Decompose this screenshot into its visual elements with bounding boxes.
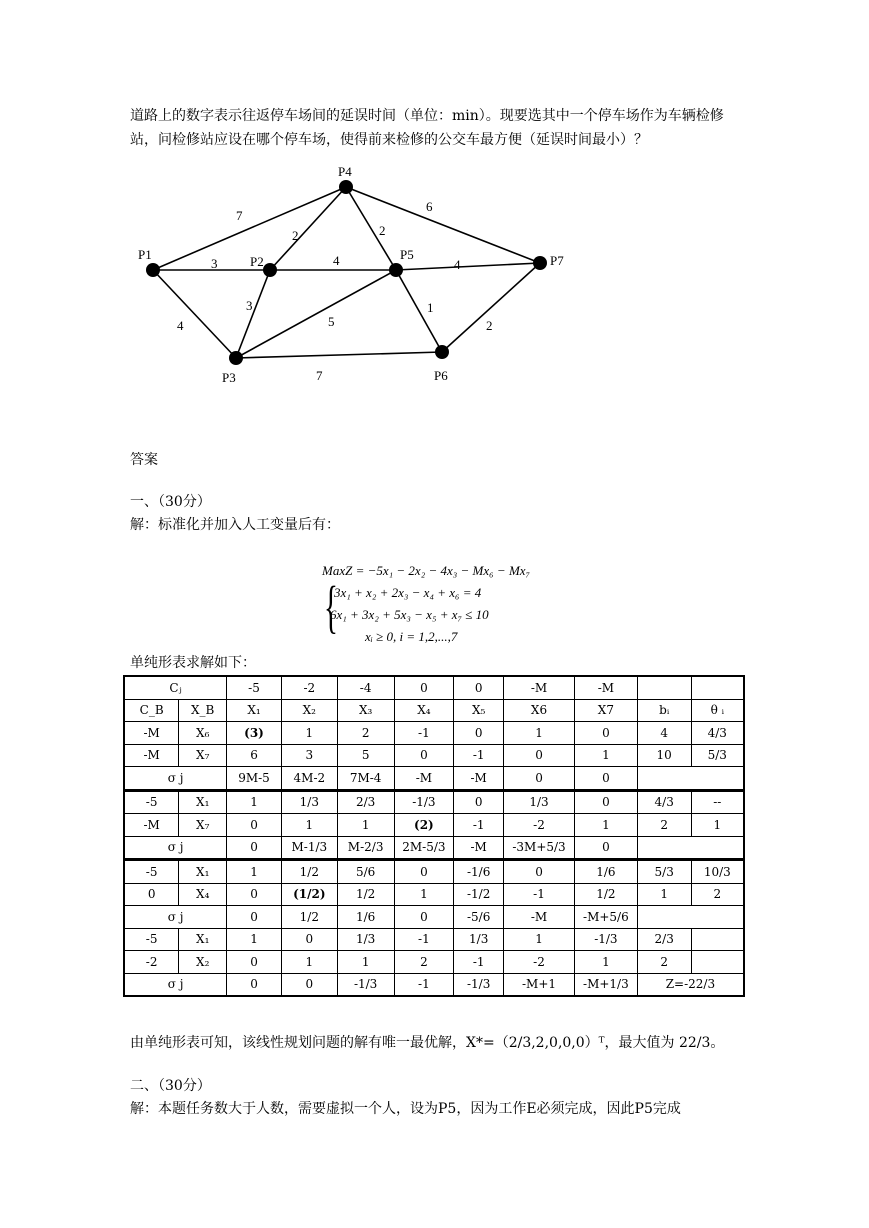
table-row xyxy=(124,928,744,951)
cj-cell: -M xyxy=(574,676,637,699)
pivot-cell: (3) xyxy=(227,722,282,745)
edge-weight-p5-p7: 4 xyxy=(454,257,461,272)
edge-p4-p7 xyxy=(346,187,540,263)
table-cell: 0 xyxy=(504,744,575,767)
node-label-p1: P1 xyxy=(138,247,152,262)
cj-cell: -M xyxy=(504,676,575,699)
sigma-cell: 7M-4 xyxy=(337,767,394,791)
table-cell: -2 xyxy=(504,814,575,837)
header-cell: X₅ xyxy=(454,699,504,722)
table-cell: 0 xyxy=(227,951,282,974)
simplex-table xyxy=(123,675,745,997)
table-cell: 6 xyxy=(227,744,282,767)
table-cell: 1 xyxy=(281,951,337,974)
table-cell: 2 xyxy=(394,951,454,974)
table-cell: -1 xyxy=(394,722,454,745)
sigma-cell: -M xyxy=(504,906,575,929)
cj-cell: -2 xyxy=(281,676,337,699)
network-graph xyxy=(120,158,580,398)
table-cell: 0 xyxy=(574,790,637,814)
cj-cell: 0 xyxy=(394,676,454,699)
table-cell: -1 xyxy=(454,744,504,767)
edge-weight-p1-p4: 7 xyxy=(236,208,243,223)
node-p4 xyxy=(339,180,353,194)
empty-cell xyxy=(637,767,744,791)
table-cell: 5 xyxy=(337,744,394,767)
table-cell: 1/6 xyxy=(574,860,637,884)
edge-weight-p1-p3: 4 xyxy=(177,318,184,333)
table-cell: 10/3 xyxy=(691,860,744,884)
node-p1 xyxy=(146,263,160,277)
table-cell: X₇ xyxy=(179,814,227,837)
node-p2 xyxy=(263,263,277,277)
table-cell: 5/3 xyxy=(637,860,691,884)
sigma-cell: -1/3 xyxy=(337,973,394,996)
sigma-cell: -1 xyxy=(394,973,454,996)
header-cell: X₃ xyxy=(337,699,394,722)
node-p5 xyxy=(389,263,403,277)
section-1-intro: 解：标准化并加入人工变量后有： xyxy=(130,517,340,533)
table-header-row xyxy=(124,699,744,722)
cj-cell: -4 xyxy=(337,676,394,699)
header-cell: C_B xyxy=(124,699,179,722)
sigma-cell: -5/6 xyxy=(454,906,504,929)
edge-weight-p6-p7: 2 xyxy=(486,318,493,333)
section-2-heading: 二、（30分） xyxy=(130,1078,211,1094)
node-label-p3: P3 xyxy=(222,370,236,385)
table-cell: -1/6 xyxy=(454,860,504,884)
table-cell: -2 xyxy=(124,951,179,974)
table-row xyxy=(124,883,744,906)
sigma-label-cell: σ j xyxy=(124,767,227,791)
edge-weight-p5-p3: 5 xyxy=(328,314,335,329)
edge-weight-p4-p5: 2 xyxy=(379,223,386,238)
table-row xyxy=(124,744,744,767)
table-row xyxy=(124,790,744,814)
sigma-row xyxy=(124,906,744,929)
table-cell: 1/3 xyxy=(504,790,575,814)
constraint-3: xᵢ ≥ 0, i = 1,2,...,7 xyxy=(365,629,458,644)
table-cell: -1 xyxy=(394,928,454,951)
table-cell: 1 xyxy=(504,722,575,745)
sigma-cell: 1/6 xyxy=(337,906,394,929)
cj-cell: 0 xyxy=(454,676,504,699)
table-cell: -5 xyxy=(124,860,179,884)
sigma-cell: -M+1 xyxy=(504,973,575,996)
objective-function: MaxZ = −5x₁ − 2x₂ − 4x₃ − Mx₆ − Mx₇ xyxy=(322,563,531,578)
table-cell: 4 xyxy=(637,722,691,745)
objective-value-cell: Z=-22/3 xyxy=(637,973,744,996)
sigma-cell: 0 xyxy=(227,836,282,860)
table-cell: -2 xyxy=(504,951,575,974)
table-cell: -5 xyxy=(124,928,179,951)
cj-cell xyxy=(637,676,691,699)
table-cell: -1/3 xyxy=(574,928,637,951)
table-cell: 0 xyxy=(394,860,454,884)
table-cell: X₄ xyxy=(179,883,227,906)
edge-p4-p5 xyxy=(346,187,396,270)
empty-cell xyxy=(637,836,744,860)
table-cell: 4/3 xyxy=(637,790,691,814)
edge-weight-p3-p6: 7 xyxy=(316,368,323,383)
table-cell: 1 xyxy=(227,928,282,951)
table-cell: X₁ xyxy=(179,790,227,814)
header-cell: X₄ xyxy=(394,699,454,722)
table-cell: 0 xyxy=(504,860,575,884)
sigma-cell: 0 xyxy=(227,906,282,929)
cj-cell xyxy=(691,676,744,699)
table-cell: 3 xyxy=(281,744,337,767)
sigma-cell: -M xyxy=(394,767,454,791)
table-cell: 5/3 xyxy=(691,744,744,767)
node-p7 xyxy=(533,256,547,270)
table-cell: 1 xyxy=(281,814,337,837)
table-cell: -5 xyxy=(124,790,179,814)
sigma-cell: -3M+5/3 xyxy=(504,836,575,860)
edge-p5-p7 xyxy=(396,263,540,270)
edge-p5-p3 xyxy=(236,270,396,358)
table-cell: -1/3 xyxy=(394,790,454,814)
table-cell: X₁ xyxy=(179,928,227,951)
table-cell: X₇ xyxy=(179,744,227,767)
table-cell: 1 xyxy=(574,951,637,974)
table-cell: -M xyxy=(124,722,179,745)
cj-cell: -5 xyxy=(227,676,282,699)
sigma-cell: 0 xyxy=(281,973,337,996)
table-cell: 2 xyxy=(637,814,691,837)
table-cell: -1 xyxy=(454,951,504,974)
constraint-brace: { xyxy=(324,574,338,639)
sigma-label-cell: σ j xyxy=(124,906,227,929)
edge-p1-p3 xyxy=(153,270,236,358)
table-cell: 0 xyxy=(454,790,504,814)
table-cell: 0 xyxy=(227,814,282,837)
table-cell: 2 xyxy=(637,951,691,974)
table-cell: 1/3 xyxy=(454,928,504,951)
table-cell: 1 xyxy=(574,744,637,767)
node-p6 xyxy=(435,345,449,359)
sigma-label-cell: σ j xyxy=(124,836,227,860)
table-cell: 0 xyxy=(394,744,454,767)
header-cell: θ ᵢ xyxy=(691,699,744,722)
table-cell: 1/2 xyxy=(337,883,394,906)
table-cell: 1 xyxy=(691,814,744,837)
section-2-text: 解：本题任务数大于人数，需要虚拟一个人，设为P5，因为工作E必须完成，因此P5完成 xyxy=(130,1101,681,1117)
table-cell: 1 xyxy=(637,883,691,906)
table-cell: 1 xyxy=(227,790,282,814)
table-cell: 1 xyxy=(394,883,454,906)
table-cell: X₁ xyxy=(179,860,227,884)
table-cell: -1 xyxy=(454,814,504,837)
table-cell: -1/2 xyxy=(454,883,504,906)
table-cell: 5/6 xyxy=(337,860,394,884)
table-cell: 0 xyxy=(124,883,179,906)
table-cell: -- xyxy=(691,790,744,814)
table-cell: 2 xyxy=(691,883,744,906)
edge-p6-p7 xyxy=(442,263,540,352)
sigma-cell: 4M-2 xyxy=(281,767,337,791)
table-row xyxy=(124,860,744,884)
header-cell: X₁ xyxy=(227,699,282,722)
edge-weight-p2-p3: 3 xyxy=(246,298,253,313)
pivot-cell: (1/2) xyxy=(281,883,337,906)
sigma-cell: -1/3 xyxy=(454,973,504,996)
table-row xyxy=(124,951,744,974)
table-cell: -M xyxy=(124,744,179,767)
table-cell: 0 xyxy=(454,722,504,745)
edge-weight-p2-p4: 2 xyxy=(292,228,299,243)
table-cell: 1 xyxy=(574,814,637,837)
table-cell: 2/3 xyxy=(637,928,691,951)
table-cell: X₂ xyxy=(179,951,227,974)
edge-weight-p1-p2: 3 xyxy=(211,256,218,271)
edge-weight-p5-p6: 1 xyxy=(427,300,434,315)
answer-heading: 答案 xyxy=(130,452,158,468)
header-cell: bᵢ xyxy=(637,699,691,722)
section-1-heading: 一、（30分） xyxy=(130,494,211,510)
sigma-cell: 2M-5/3 xyxy=(394,836,454,860)
sigma-label-cell: σ j xyxy=(124,973,227,996)
node-label-p4: P4 xyxy=(338,164,352,179)
sigma-cell: 1/2 xyxy=(281,906,337,929)
sigma-cell: M-1/3 xyxy=(281,836,337,860)
empty-cell xyxy=(637,906,744,929)
table-cell: 1/3 xyxy=(337,928,394,951)
table-cell: 0 xyxy=(281,928,337,951)
table-cell xyxy=(691,951,744,974)
header-cell: X_B xyxy=(179,699,227,722)
sigma-cell: 0 xyxy=(394,906,454,929)
conclusion: 由单纯形表可知，该线性规划问题的解有唯一最优解，X*=（2/3,2,0,0,0）ᵀ，最大值为 22/3。 xyxy=(130,1035,725,1051)
sigma-cell: -M+1/3 xyxy=(574,973,637,996)
edge-p5-p6 xyxy=(396,270,442,352)
constraint-2: 6x₁ + 3x₂ + 5x₃ − x₅ + x₇ ≤ 10 xyxy=(330,607,489,622)
table-cell: -M xyxy=(124,814,179,837)
edge-weight-p2-p5: 4 xyxy=(333,253,340,268)
sigma-cell: 9M-5 xyxy=(227,767,282,791)
table-cell: 0 xyxy=(574,722,637,745)
table-row xyxy=(124,722,744,745)
table-cell: 1 xyxy=(337,951,394,974)
node-label-p6: P6 xyxy=(434,368,448,383)
edge-p3-p6 xyxy=(236,352,442,358)
pivot-cell: (2) xyxy=(394,814,454,837)
sigma-cell: -M+5/6 xyxy=(574,906,637,929)
table-row xyxy=(124,814,744,837)
sigma-cell: 0 xyxy=(227,973,282,996)
sigma-row xyxy=(124,973,744,996)
sigma-cell: M-2/3 xyxy=(337,836,394,860)
table-cell: 0 xyxy=(227,883,282,906)
node-label-p7: P7 xyxy=(550,253,564,268)
node-p3 xyxy=(229,351,243,365)
node-label-p5: P5 xyxy=(400,247,414,262)
table-row-cj xyxy=(124,676,744,699)
table-cell: 1/3 xyxy=(281,790,337,814)
header-cell: X6 xyxy=(504,699,575,722)
table-cell: 4/3 xyxy=(691,722,744,745)
table-cell: 2 xyxy=(337,722,394,745)
table-cell: 1 xyxy=(337,814,394,837)
node-label-p2: P2 xyxy=(250,254,264,269)
table-cell: 1/2 xyxy=(281,860,337,884)
table-cell: 10 xyxy=(637,744,691,767)
edge-weight-p4-p7: 6 xyxy=(426,199,433,214)
edge-p2-p3 xyxy=(236,270,270,358)
table-cell: -1 xyxy=(504,883,575,906)
sigma-cell: 0 xyxy=(574,836,637,860)
constraint-1: 3x₁ + x₂ + 2x₃ − x₄ + x₆ = 4 xyxy=(334,585,482,600)
problem-text: 道路上的数字表示往返停车场间的延误时间（单位：min）。现要选其中一个停车场作为车辆检修站，问检修站应设在哪个停车场，使得前来检修的公交车最方便（延误时间最小）？ xyxy=(130,108,724,148)
table-cell: 1 xyxy=(281,722,337,745)
sigma-cell: -M xyxy=(454,836,504,860)
sigma-row xyxy=(124,836,744,860)
sigma-row xyxy=(124,767,744,791)
table-cell: 2/3 xyxy=(337,790,394,814)
simplex-intro: 单纯形表求解如下： xyxy=(130,655,256,671)
sigma-cell: 0 xyxy=(504,767,575,791)
cj-label-cell: Cⱼ xyxy=(124,676,227,699)
table-cell: 1/2 xyxy=(574,883,637,906)
table-cell: 1 xyxy=(227,860,282,884)
header-cell: X₂ xyxy=(281,699,337,722)
table-cell: X₆ xyxy=(179,722,227,745)
table-cell: 1 xyxy=(504,928,575,951)
header-cell: X7 xyxy=(574,699,637,722)
sigma-cell: 0 xyxy=(574,767,637,791)
sigma-cell: -M xyxy=(454,767,504,791)
table-cell xyxy=(691,928,744,951)
